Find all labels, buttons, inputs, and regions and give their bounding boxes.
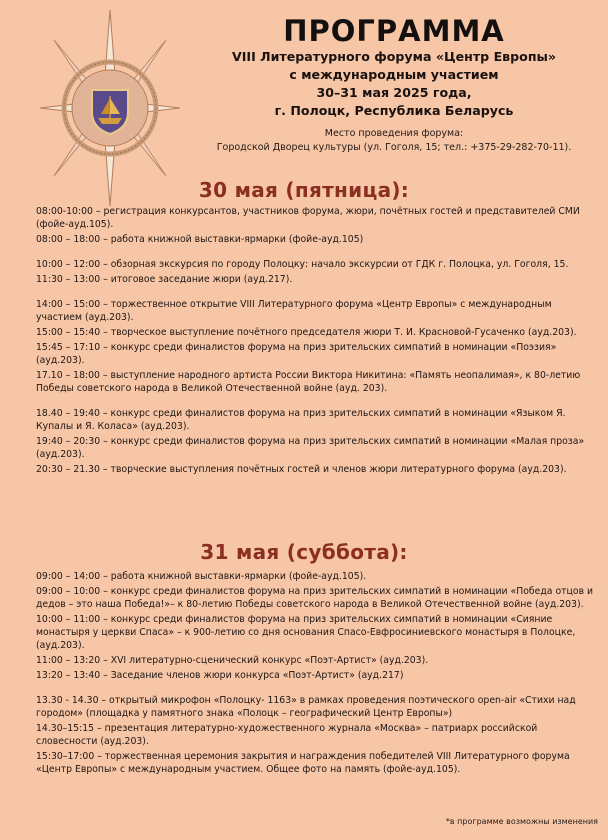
- list-item: 09:00 – 10:00 – конкурс среди финалистов форума на приз зрительских симпатий в номинации «Победа отцов и дедов – это наша Победа!»– к 80-летию Победы советского народа в Великой Отечественной войне (ауд.203).: [36, 586, 594, 610]
- day2-title: 31 мая (суббота):: [200, 540, 408, 564]
- forum-name: VIII Литературного форума «Центр Европы»: [231, 49, 557, 64]
- list-item: 10:00 – 12:00 – обзорная экскурсия по городу Полоцку: начало экскурсии от ГДК г. Полоцка, ул. Гоголя, 15.: [36, 259, 569, 270]
- list-item: 08:00 – 18:00 – работа книжной выставки-ярмарки (фойе-ауд.105): [36, 234, 364, 245]
- forum-emblem: [40, 10, 180, 206]
- list-item: 14.30–15:15 – презентация литературно-художественного журнала «Москва» – патриарх российской словесности (ауд.203).: [36, 723, 538, 747]
- list-item: 18.40 – 19:40 – конкурс среди финалистов форума на приз зрительских симпатий в номинации «Языком Я. Купалы и Я. Коласа» (ауд.203).: [36, 408, 566, 432]
- list-item: 13:20 – 13:40 – Заседание членов жюри конкурса «Поэт-Артист» (ауд.217): [36, 670, 404, 681]
- list-item: 20:30 – 21.30 – творческие выступления почётных гостей и членов жюри литературного форума (ауд.203).: [36, 464, 567, 475]
- list-item: 14:00 – 15:00 – торжественное открытие VIII Литературного форума «Центр Европы» с международным участием (ауд.203).: [36, 299, 552, 323]
- day1-schedule: [36, 205, 596, 478]
- day1-title: 30 мая (пятница):: [198, 178, 410, 202]
- venue-address: Городской Дворец культуры (ул. Гоголя, 15; тел.: +375-29-282-70-11).: [216, 142, 572, 153]
- day2-schedule: [36, 570, 596, 778]
- list-item: 11:00 – 13:20 – XVI литературно-сценический конкурс «Поэт-Артист» (ауд.203).: [36, 655, 429, 666]
- page-title: ПРОГРАММА: [283, 14, 505, 48]
- list-item: 15:00 – 15:40 – творческое выступление почётного председателя жюри Т. И. Красновой-Гусаченко (ауд.203).: [36, 327, 577, 338]
- list-item: 17.10 – 18:00 – выступление народного артиста России Виктора Никитина: «Память неопалимая», к 80-летию Победы советского народа в Великой Отечественной войне (ауд. 203).: [36, 370, 581, 394]
- list-item: 19:40 – 20:30 – конкурс среди финалистов форума на приз зрительских симпатий в номинации «Малая проза» (ауд.203).: [36, 436, 585, 460]
- forum-dates: 30–31 мая 2025 года,: [316, 85, 472, 100]
- list-item: 11:30 – 13:00 – итоговое заседание жюри (ауд.217).: [36, 274, 293, 285]
- footnote: *в программе возможны изменения: [445, 817, 598, 826]
- list-item: 10:00 – 11:00 – конкурс среди финалистов форума на приз зрительских симпатий в номинации «Сияние монастыря у церкви Спаса» – к 900-летию со дня основания Спасо-Евфросиниевского монастыря в Полоцке, (ауд.203).: [36, 614, 576, 651]
- list-item: 15:45 – 17:10 – конкурс среди финалистов форума на приз зрительских симпатий в номинации «Поэзия» (ауд.203).: [36, 342, 557, 366]
- program-header: [196, 14, 592, 155]
- venue-label: Место проведения форума:: [324, 128, 464, 139]
- forum-participation: с международным участием: [289, 67, 499, 82]
- list-item: 13.30 - 14.30 – открытый микрофон «Полоцку- 1163» в рамках проведения поэтического open-air «Стихи над городом» (площадка у памятного знака «Полоцк – географический Центр Европы»): [36, 695, 576, 719]
- list-item: 09:00 – 14:00 – работа книжной выставки-ярмарки (фойе-ауд.105).: [36, 571, 367, 582]
- list-item: 08:00-10:00 – регистрация конкурсантов, участников форума, жюри, почётных гостей и представителей СМИ (фойе-ауд.105).: [36, 206, 580, 230]
- list-item: 15:30–17:00 – торжественная церемония закрытия и награждения победителей VIII Литературного форума «Центр Европы» с международным участием. Общее фото на память (фойе-ауд.105).: [36, 751, 570, 775]
- forum-location: г. Полоцк, Республика Беларусь: [274, 103, 514, 118]
